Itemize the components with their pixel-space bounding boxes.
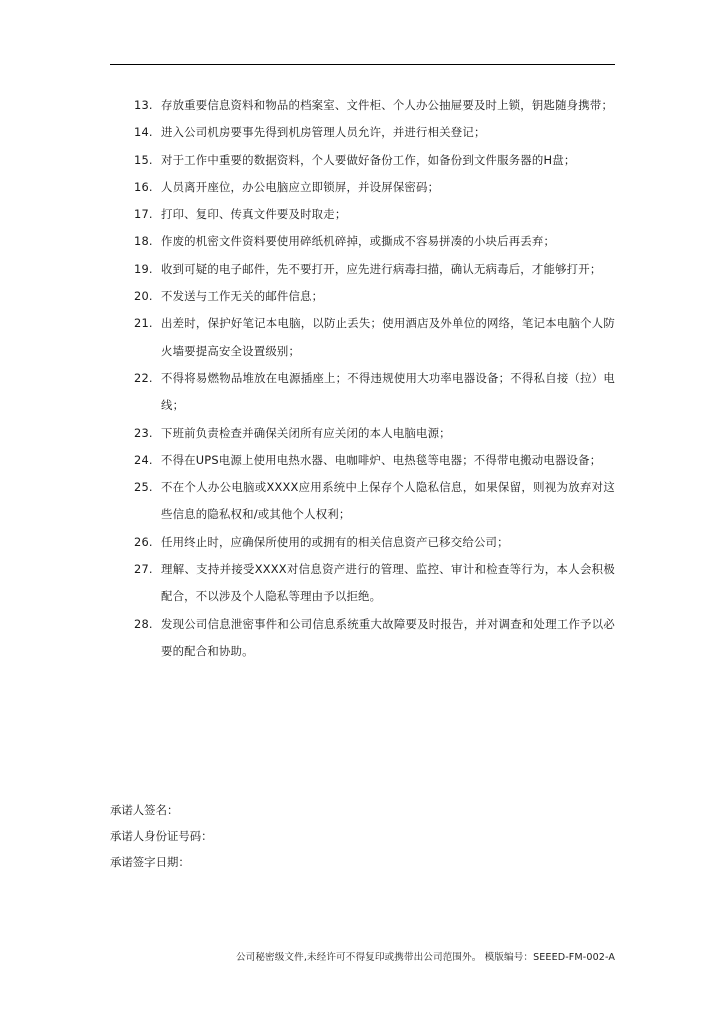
list-item [110,365,615,420]
item-text: 作废的机密文件资料要使用碎纸机碎掉，或撕成不容易拼凑的小块后再丢弃； [161,234,556,249]
list-item [110,556,615,611]
item-text: 对于工作中重要的数据资料，个人要做好备份工作，如备份到文件服务器的H盘； [161,152,576,167]
item-text: 进入公司机房要事先得到机房管理人员允许，并进行相关登记； [161,125,486,140]
item-text: 理解、支持并接受XXXX对信息资产进行的管理、监控、审计和检查等行为，本人会积极配合，不以涉及个人隐私等理由予以拒绝。 [161,562,615,604]
item-text: 打印、复印、传真文件要及时取走； [161,207,347,222]
signer-id-label: 承诺人身份证号码： [110,829,213,843]
list-item [110,256,615,283]
signature-block [110,797,213,875]
item-text: 收到可疑的电子邮件，先不要打开，应先进行病毒扫描，确认无病毒后，才能够打开； [161,261,602,276]
item-number: 14. [134,125,153,140]
list-item [110,174,615,201]
item-number: 24. [134,452,153,467]
item-text: 任用终止时，应确保所使用的或拥有的相关信息资产已移交给公司； [161,534,509,549]
sign-date-label: 承诺签字日期： [110,855,190,869]
item-number: 22. [134,370,153,385]
list-item [110,474,615,529]
list-item [110,119,615,146]
item-text: 出差时，保护好笔记本电脑，以防止丢失；使用酒店及外单位的网络，笔记本电脑个人防火墙要提高安全设置级别； [161,316,615,358]
item-number: 15. [134,152,153,167]
item-text: 发现公司信息泄密事件和公司信息系统重大故障要及时报告，并对调查和处理工作予以必要的配合和协助。 [161,616,615,658]
list-item [110,147,615,174]
list-item [110,310,615,365]
item-number: 25. [134,480,153,495]
header-rule [110,64,615,65]
item-text: 存放重要信息资料和物品的档案室、文件柜、个人办公抽屉要及时上锁，钥匙随身携带； [161,98,614,112]
page-footer: 公司秘密级文件,未经许可不得复印或携带出公司范围外。 模版编号：SEEED-FM-002-A [235,952,615,963]
item-text: 不得在UPS电源上使用电热水器、电咖啡炉、电热毯等电器；不得带电搬动电器设备； [161,452,602,467]
item-number: 18. [134,234,153,249]
item-number: 17. [134,207,153,222]
list-item [110,228,615,255]
item-text: 人员离开座位，办公电脑应立即锁屏，并设屏保密码； [161,179,440,194]
item-number: 19. [134,261,153,276]
item-text: 不发送与工作无关的邮件信息； [161,289,324,304]
list-item [110,611,615,666]
signer-name-label: 承诺人签名： [110,803,179,817]
item-number: 28. [134,616,153,631]
list-item [110,201,615,228]
item-number: 23. [134,425,153,440]
item-number: 20. [134,289,153,304]
list-item [110,529,615,556]
item-number: 26. [134,534,153,549]
item-text: 下班前负责检查并确保关闭所有应关闭的本人电脑电源； [161,425,451,440]
item-text: 不得将易燃物品堆放在电源插座上；不得违规使用大功率电器设备；不得私自接（拉）电线； [161,370,615,413]
list-item [110,92,615,119]
item-number: 13. [134,98,153,112]
commitment-list [110,92,615,665]
item-text: 不在个人办公电脑或XXXX应用系统中上保存个人隐私信息，如果保留，则视为放弃对这些信息的隐私权和/或其他个人权利； [161,480,615,522]
item-number: 16. [134,179,153,194]
list-item [110,420,615,447]
item-number: 27. [134,562,153,577]
list-item [110,447,615,474]
list-item [110,283,615,310]
item-number: 21. [134,316,153,331]
